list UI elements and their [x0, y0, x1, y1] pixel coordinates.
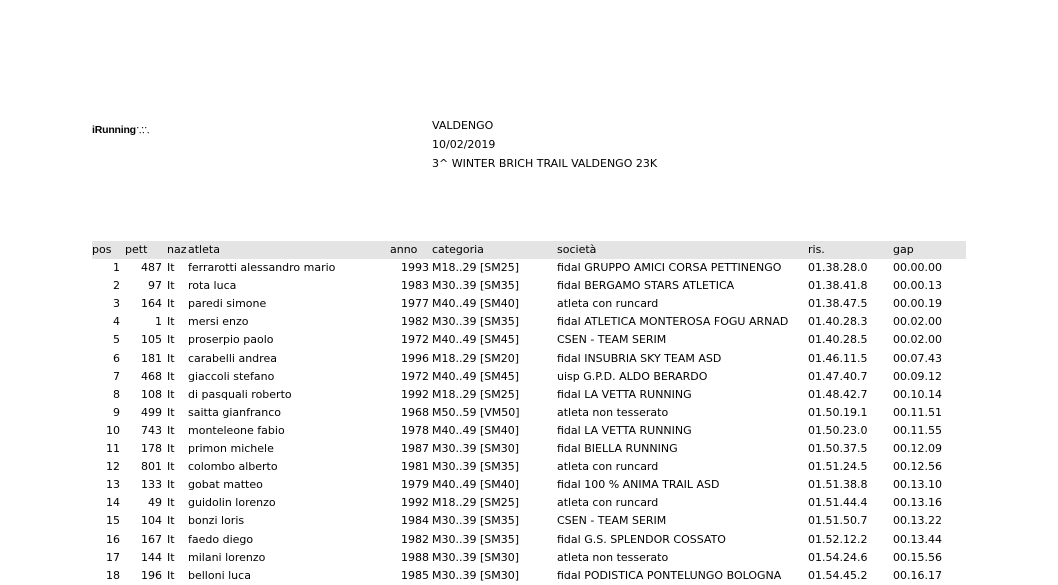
cell-pett: 167 [141, 532, 162, 546]
table-row [92, 259, 966, 277]
cell-categoria: M30..39 [SM35] [432, 532, 520, 546]
cell-pos: 6 [113, 351, 120, 365]
cell-societa: atleta non tesserato [557, 405, 669, 419]
cell-societa: fidal INSUBRIA SKY TEAM ASD [557, 351, 722, 365]
cell-pos: 7 [113, 369, 120, 383]
cell-ris: 01.38.28.0 [808, 261, 868, 275]
cell-ris: 01.51.50.7 [808, 514, 868, 528]
cell-gap: 00.07.43 [893, 351, 942, 365]
cell-atleta: monteleone fabio [188, 423, 285, 437]
cell-ris: 01.54.24.6 [808, 550, 868, 564]
cell-pos: 13 [106, 478, 120, 492]
cell-gap: 00.16.17 [893, 568, 942, 582]
cell-naz: It [167, 532, 175, 546]
cell-naz: It [167, 297, 175, 311]
table-row [92, 331, 966, 349]
cell-naz: It [167, 568, 175, 582]
table-body [92, 259, 966, 585]
results-table [92, 241, 966, 585]
cell-atleta: proserpio paolo [188, 333, 274, 347]
irunning-logo [92, 124, 148, 136]
cell-pett: 104 [141, 514, 162, 528]
cell-anno: 1982 [401, 532, 429, 546]
table-row [92, 295, 966, 313]
race-location: VALDENGO [432, 119, 494, 132]
cell-pos: 18 [106, 568, 120, 582]
cell-anno: 1983 [401, 279, 429, 293]
cell-societa: fidal GRUPPO AMICI CORSA PETTINENGO [557, 261, 782, 275]
cell-atleta: saitta gianfranco [188, 405, 282, 419]
table-row [92, 512, 966, 530]
cell-categoria: M50..59 [VM50] [432, 405, 520, 419]
cell-pos: 8 [113, 387, 120, 401]
cell-categoria: M18..29 [SM25] [432, 387, 520, 401]
cell-societa: CSEN - TEAM SERIM [557, 333, 667, 347]
cell-pett: 487 [141, 261, 162, 275]
cell-societa: fidal ATLETICA MONTEROSA FOGU ARNAD [557, 315, 789, 329]
cell-pett: 133 [141, 478, 162, 492]
cell-ris: 01.54.45.2 [808, 568, 868, 582]
cell-anno: 1996 [401, 351, 429, 365]
cell-societa: CSEN - TEAM SERIM [557, 514, 667, 528]
cell-pos: 2 [113, 279, 120, 293]
column-header-pos: pos [92, 243, 112, 256]
cell-atleta: rota luca [188, 279, 237, 293]
table-row [92, 476, 966, 494]
cell-pos: 14 [106, 496, 120, 510]
cell-atleta: di pasquali roberto [188, 387, 292, 401]
cell-atleta: ferrarotti alessandro mario [188, 261, 336, 275]
cell-naz: It [167, 514, 175, 528]
race-date: 10/02/2019 [432, 138, 496, 151]
cell-naz: It [167, 315, 175, 329]
race-title: 3^ WINTER BRICH TRAIL VALDENGO 23K [432, 157, 658, 170]
cell-ris: 01.47.40.7 [808, 369, 868, 383]
cell-atleta: faedo diego [188, 532, 254, 546]
cell-ris: 01.46.11.5 [808, 351, 868, 365]
cell-atleta: bonzi loris [188, 514, 245, 528]
column-header-atleta: atleta [188, 243, 220, 256]
cell-anno: 1992 [401, 496, 429, 510]
cell-societa: fidal G.S. SPLENDOR COSSATO [557, 532, 726, 546]
cell-categoria: M30..39 [SM35] [432, 315, 520, 329]
table-row [92, 368, 966, 386]
cell-naz: It [167, 333, 175, 347]
cell-societa: atleta con runcard [557, 460, 659, 474]
cell-ris: 01.50.37.5 [808, 442, 868, 456]
cell-categoria: M40..49 [SM40] [432, 423, 520, 437]
cell-naz: It [167, 261, 175, 275]
cell-ris: 01.50.23.0 [808, 423, 868, 437]
cell-societa: atleta con runcard [557, 496, 659, 510]
cell-societa: fidal PODISTICA PONTELUNGO BOLOGNA [557, 568, 782, 582]
cell-categoria: M30..39 [SM35] [432, 460, 520, 474]
cell-ris: 01.52.12.2 [808, 532, 868, 546]
cell-gap: 00.12.09 [893, 442, 942, 456]
cell-categoria: M30..39 [SM30] [432, 550, 520, 564]
cell-anno: 1968 [401, 405, 429, 419]
cell-societa: atleta non tesserato [557, 550, 669, 564]
cell-naz: It [167, 369, 175, 383]
cell-atleta: milani lorenzo [188, 550, 266, 564]
race-header [432, 116, 657, 173]
cell-categoria: M18..29 [SM20] [432, 351, 520, 365]
cell-atleta: gobat matteo [188, 478, 263, 492]
cell-pett: 181 [141, 351, 162, 365]
cell-naz: It [167, 405, 175, 419]
cell-atleta: guidolin lorenzo [188, 496, 276, 510]
cell-gap: 00.15.56 [893, 550, 942, 564]
cell-ris: 01.40.28.5 [808, 333, 868, 347]
cell-gap: 00.09.12 [893, 369, 942, 383]
cell-anno: 1972 [401, 333, 429, 347]
cell-atleta: colombo alberto [188, 460, 278, 474]
cell-gap: 00.11.55 [893, 423, 942, 437]
table-row [92, 313, 966, 331]
cell-pett: 468 [141, 369, 162, 383]
cell-anno: 1972 [401, 369, 429, 383]
cell-pett: 49 [148, 496, 162, 510]
cell-ris: 01.40.28.3 [808, 315, 868, 329]
cell-pett: 108 [141, 387, 162, 401]
cell-pett: 499 [141, 405, 162, 419]
cell-atleta: giaccoli stefano [188, 369, 275, 383]
table-row [92, 440, 966, 458]
cell-categoria: M18..29 [SM25] [432, 496, 520, 510]
cell-naz: It [167, 387, 175, 401]
column-header-naz: naz [167, 243, 187, 256]
cell-pos: 12 [106, 460, 120, 474]
table-row [92, 422, 966, 440]
cell-categoria: M30..39 [SM30] [432, 442, 520, 456]
cell-categoria: M40..49 [SM45] [432, 369, 520, 383]
column-header-anno: anno [390, 243, 418, 256]
cell-societa: fidal BERGAMO STARS ATLETICA [557, 279, 735, 293]
cell-gap: 00.02.00 [893, 333, 942, 347]
cell-pos: 4 [113, 315, 120, 329]
table-row [92, 567, 966, 585]
cell-categoria: M30..39 [SM30] [432, 568, 520, 582]
cell-anno: 1977 [401, 297, 429, 311]
cell-pett: 196 [141, 568, 162, 582]
column-header-ris: ris. [808, 243, 825, 256]
table-row [92, 494, 966, 512]
cell-societa: fidal LA VETTA RUNNING [557, 423, 692, 437]
table-row [92, 549, 966, 567]
cell-societa: fidal BIELLA RUNNING [557, 442, 678, 456]
column-header-societa: società [557, 243, 597, 256]
cell-gap: 00.10.14 [893, 387, 942, 401]
cell-gap: 00.13.10 [893, 478, 942, 492]
cell-atleta: primon michele [188, 442, 274, 456]
cell-societa: fidal LA VETTA RUNNING [557, 387, 692, 401]
cell-ris: 01.38.41.8 [808, 279, 868, 293]
cell-pett: 743 [141, 423, 162, 437]
cell-naz: It [167, 496, 175, 510]
cell-gap: 00.12.56 [893, 460, 942, 474]
cell-ris: 01.51.24.5 [808, 460, 868, 474]
cell-pos: 5 [113, 333, 120, 347]
cell-pett: 105 [141, 333, 162, 347]
cell-pos: 10 [106, 423, 120, 437]
cell-pos: 9 [113, 405, 120, 419]
cell-pett: 801 [141, 460, 162, 474]
cell-anno: 1988 [401, 550, 429, 564]
cell-pos: 3 [113, 297, 120, 311]
table-row [92, 277, 966, 295]
table-row [92, 386, 966, 404]
cell-gap: 00.00.13 [893, 279, 942, 293]
cell-pos: 15 [106, 514, 120, 528]
cell-gap: 00.13.22 [893, 514, 942, 528]
cell-gap: 00.11.51 [893, 405, 942, 419]
cell-pos: 16 [106, 532, 120, 546]
logo-text: iRunning [92, 124, 136, 136]
cell-societa: atleta con runcard [557, 297, 659, 311]
logo-mark-icon: ⸪⸫ [136, 126, 149, 135]
column-header-pett: pett [125, 243, 148, 256]
cell-gap: 00.02.00 [893, 315, 942, 329]
cell-anno: 1993 [401, 261, 429, 275]
cell-gap: 00.13.16 [893, 496, 942, 510]
cell-pos: 11 [106, 442, 120, 456]
cell-pett: 178 [141, 442, 162, 456]
cell-pett: 164 [141, 297, 162, 311]
cell-pett: 144 [141, 550, 162, 564]
cell-ris: 01.51.38.8 [808, 478, 868, 492]
cell-societa: fidal 100 % ANIMA TRAIL ASD [557, 478, 720, 492]
cell-pett: 1 [155, 315, 162, 329]
cell-pos: 1 [113, 261, 120, 275]
cell-categoria: M30..39 [SM35] [432, 514, 520, 528]
table-header-row [92, 241, 966, 259]
cell-anno: 1984 [401, 514, 429, 528]
cell-anno: 1985 [401, 568, 429, 582]
cell-categoria: M40..49 [SM40] [432, 297, 520, 311]
cell-anno: 1981 [401, 460, 429, 474]
cell-gap: 00.00.00 [893, 261, 942, 275]
cell-anno: 1979 [401, 478, 429, 492]
cell-anno: 1992 [401, 387, 429, 401]
cell-categoria: M40..49 [SM40] [432, 478, 520, 492]
table-row [92, 350, 966, 368]
cell-ris: 01.50.19.1 [808, 405, 868, 419]
cell-gap: 00.00.19 [893, 297, 942, 311]
cell-naz: It [167, 423, 175, 437]
cell-naz: It [167, 550, 175, 564]
column-header-categoria: categoria [432, 243, 484, 256]
cell-naz: It [167, 279, 175, 293]
cell-atleta: mersi enzo [188, 315, 249, 329]
cell-categoria: M40..49 [SM45] [432, 333, 520, 347]
cell-naz: It [167, 460, 175, 474]
cell-atleta: belloni luca [188, 568, 251, 582]
cell-societa: uisp G.P.D. ALDO BERARDO [557, 369, 708, 383]
cell-anno: 1978 [401, 423, 429, 437]
cell-ris: 01.51.44.4 [808, 496, 868, 510]
table-row [92, 404, 966, 422]
cell-ris: 01.48.42.7 [808, 387, 868, 401]
cell-anno: 1982 [401, 315, 429, 329]
column-header-gap: gap [893, 243, 914, 256]
cell-naz: It [167, 442, 175, 456]
cell-pos: 17 [106, 550, 120, 564]
cell-categoria: M30..39 [SM35] [432, 279, 520, 293]
cell-naz: It [167, 478, 175, 492]
cell-gap: 00.13.44 [893, 532, 942, 546]
table-row [92, 458, 966, 476]
cell-atleta: carabelli andrea [188, 351, 277, 365]
cell-anno: 1987 [401, 442, 429, 456]
cell-categoria: M18..29 [SM25] [432, 261, 520, 275]
cell-naz: It [167, 351, 175, 365]
table-row [92, 531, 966, 549]
cell-pett: 97 [148, 279, 162, 293]
cell-atleta: paredi simone [188, 297, 267, 311]
cell-ris: 01.38.47.5 [808, 297, 868, 311]
